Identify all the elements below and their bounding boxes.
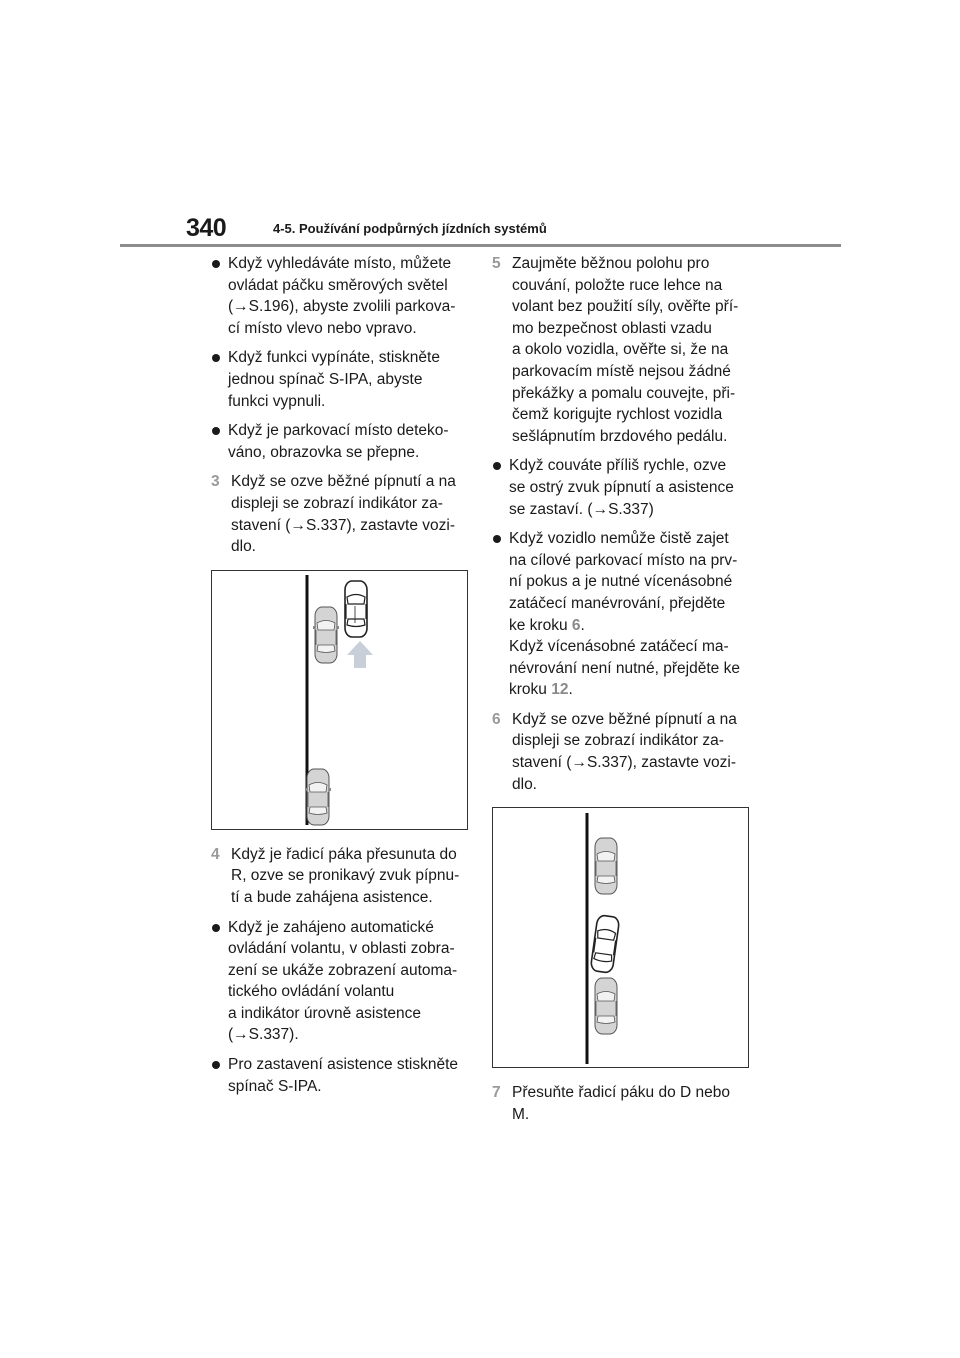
bullet-dot: [212, 427, 220, 435]
bullet-dot: [493, 535, 501, 543]
own-vehicle: [590, 915, 620, 974]
bullet-text: Pro zastavení asistence stiskněte spínač S-IPA.: [228, 1056, 459, 1095]
bullet-auto-steering: [211, 917, 473, 1047]
section-title: 4-5. Používání podpůrných jízdních systémů: [273, 221, 547, 236]
parked-car-front: [595, 838, 617, 894]
bullet-text: Když vozidlo nemůže čistě zajet na cílové parkovací místo na prv- ní pokus a je nutné vícenásobné zatáčecí manévrování, přejděte ke kroku 6. Když vícenásobné zatáčecí ma- névrování není nutné, přejděte ke kroku 12.: [509, 530, 740, 699]
parked-car-rear: [595, 978, 617, 1034]
own-vehicle: [345, 581, 367, 637]
bullet-too-fast: [492, 455, 756, 520]
figure-in-space: [492, 807, 749, 1068]
bullet-multiple-turns: [492, 528, 756, 701]
step-text: Když se ozve běžné pípnutí a na displeji se zobrazí indikátor za- stavení (→S.337), zastavte vozi- dlo.: [512, 710, 737, 793]
bullet-text: Když couváte příliš rychle, ozve se ostrý zvuk pípnutí a asistence se zastaví. (→S.337): [509, 457, 734, 518]
step-number: 3: [211, 473, 220, 491]
header-rule: [120, 244, 841, 247]
bullet-text: Když je parkovací místo deteko- váno, obrazovka se přepne.: [228, 422, 449, 461]
page-number: 340: [186, 214, 227, 242]
step-text: Zaujměte běžnou polohu pro couvání, položte ruce lehce na volant bez použití síly, ověřte pří- mo bezpečnost oblasti vzadu a okolo vozidla, ověřte si, že na parkovacím místě nejsou žádné překážky a pomalu couvejte, při- čemž korigujte rychlost vozidla sešlápnutím brzdového pedálu.: [512, 255, 739, 445]
bullet-text: Když je zahájeno automatické ovládání volantu, v oblasti zobra- zení se ukáže zobrazení automa- tického ovládání volantu a indikátor úrovně asistence (→S.337).: [228, 918, 458, 1044]
step-7: [492, 1082, 756, 1125]
direction-arrow: [347, 641, 373, 668]
parked-car-rear: [305, 769, 331, 825]
step-6: [492, 709, 756, 795]
bullet-dot: [212, 1061, 220, 1069]
step-text: Když se ozve běžné pípnutí a na displeji se zobrazí indikátor za- stavení (→S.337), zastavte vozi- dlo.: [231, 473, 456, 556]
step-number: 5: [492, 255, 501, 272]
step-5: [492, 253, 756, 447]
step-3: [211, 471, 473, 557]
left-column: [211, 253, 473, 1105]
step-text: Přesuňte řadicí páku do D nebo M.: [512, 1084, 730, 1123]
step-number: 6: [492, 710, 501, 728]
bullet-dot: [493, 462, 501, 470]
step-reference: 6: [571, 616, 581, 634]
step-reference: 12: [551, 681, 569, 699]
step-number: 7: [492, 1084, 501, 1102]
bullet-dot: [212, 924, 220, 932]
bullet-dot: [212, 354, 220, 362]
step-4: [211, 844, 473, 909]
bullet-turn-signal: [211, 253, 473, 339]
parked-car-front: [313, 607, 339, 663]
bullet-text: Když funkci vypínáte, stiskněte jednou spínač S-IPA, abyste funkci vypnuli.: [228, 349, 440, 410]
bullet-dot: [212, 260, 220, 268]
bullet-space-detected: [211, 420, 473, 463]
bullet-switch-off: [211, 347, 473, 412]
step-text: Když je řadicí páka přesunuta do R, ozve se pronikavý zvuk pípnu- tí a bude zahájena asistence.: [231, 845, 460, 906]
step-number: 4: [211, 845, 220, 863]
right-column: [492, 253, 756, 1133]
figure-stop-position: [211, 570, 468, 830]
bullet-text: Když vyhledáváte místo, můžete ovládat páčku směrových světel (→S.196), abyste zvolili parkova- cí místo vlevo nebo vpravo.: [228, 255, 456, 337]
bullet-stop-assist: [211, 1054, 473, 1097]
